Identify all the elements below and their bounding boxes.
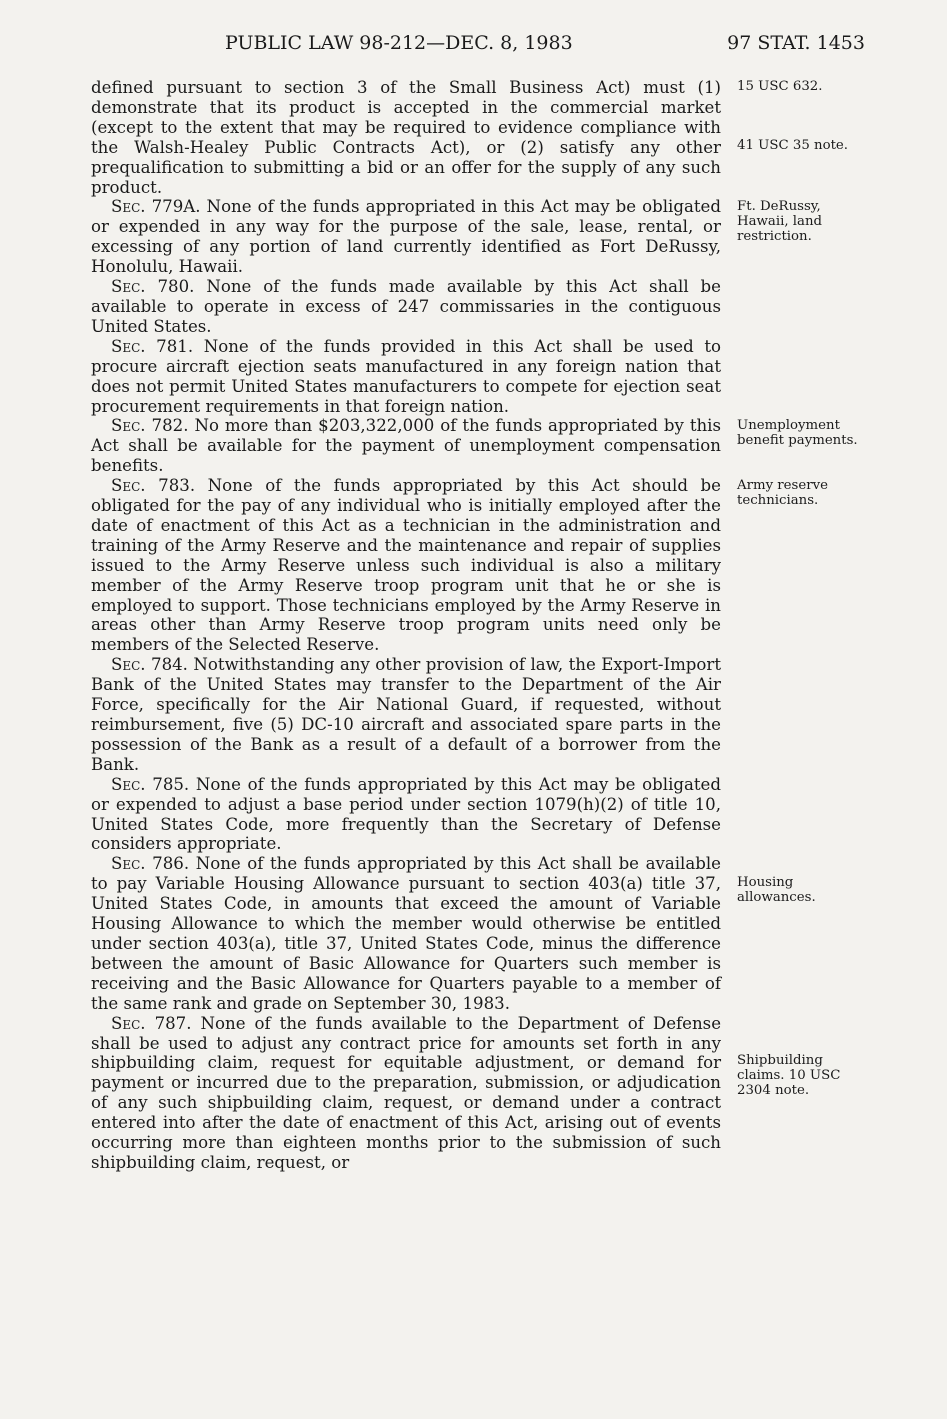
section-text: None of the funds available to the Department of Defense shall be used to adjust any contract price for amounts set forth in any shipbuilding claim, request for equitable adjustment, or demand for payment or incurred due to the preparation, submission, or adjudication of any such shipbuilding claim, request, or demand under a contract entered into after the date of enactment of this Act, arising out of events occurring more than eighteen months prior to the submission of such shipbuilding claim, request, or xyxy=(91,1013,722,1172)
section-text: No more than $203,322,000 of the funds appropriated by this Act shall be available for the payment of unemployment compensation benefits. xyxy=(91,416,722,476)
section-number: Sec. 779A. xyxy=(111,197,201,217)
section-number: Sec. 786. xyxy=(111,854,190,874)
section-783 xyxy=(91,476,721,655)
page-header xyxy=(0,32,947,56)
section-780 xyxy=(91,277,721,337)
section-781 xyxy=(91,337,721,417)
section-text: None of the funds appropriated by this Act should be obligated for the pay of any individual who is initially employed after the date of enactment of this Act as a technician in the administration and training of the Army Reserve and the maintenance and repair of supplies issued to the Army Reserve unless such individual is also a military member of the Army Reserve troop program unit that he or she is employed to support. Those technicians employed by the Army Reserve in areas other than Army Reserve troop program units need only be members of the Selected Reserve. xyxy=(91,476,721,655)
margin-note-shipbuilding: Shipbuilding claims. 10 USC 2304 note. xyxy=(737,1053,841,1098)
margin-note-unemployment: Unemployment benefit payments. xyxy=(737,418,858,448)
section-787 xyxy=(91,1014,721,1173)
margin-note-army-reserve: Army reserve technicians. xyxy=(737,478,828,508)
paragraph-text: defined pursuant to section 3 of the Small Business Act) must (1) demonstrate that its product is accepted in the commercial market (except to the extent that may be required to evidence compliance with the Walsh-Healey Public Contracts Act), or (2) satisfy any other prequalification to submitting a bid or an offer for the supply of any such product. xyxy=(91,78,721,197)
section-number: Sec. 787. xyxy=(111,1013,192,1033)
stat-page-number: 97 STAT. 1453 xyxy=(727,32,865,54)
section-number: Sec. 780. xyxy=(111,277,195,297)
section-782 xyxy=(91,416,721,476)
section-786 xyxy=(91,854,721,1013)
section-number: Sec. 785. xyxy=(111,774,190,794)
law-text xyxy=(91,78,721,1173)
running-title: PUBLIC LAW 98-212—DEC. 8, 1983 xyxy=(225,32,573,54)
section-number: Sec. 784. xyxy=(111,655,188,675)
section-784 xyxy=(91,655,721,774)
section-text: None of the funds appropriated by this Act may be obligated or expended to adjust a base period under section 1079(h)(2) of title 10, United States Code, more frequently than the Secretary of Defense considers appropriate. xyxy=(91,774,721,854)
margin-note-housing: Housing allowances. xyxy=(737,875,816,905)
section-number: Sec. 782. xyxy=(111,416,189,436)
margin-note-ft-derussy: Ft. DeRussy, Hawaii, land restriction. xyxy=(737,199,823,244)
section-text: Notwithstanding any other provision of law, the Export-Import Bank of the United States may transfer to the Department of the Air Force, specifically for the Air National Guard, if requested, without reimbursement, five (5) DC-10 aircraft and associated spare parts in the possession of the Bank as a result of a default of a borrower from the Bank. xyxy=(91,655,722,774)
paragraph-continuation xyxy=(91,78,721,197)
margin-note-citation: 41 USC 35 note. xyxy=(737,138,849,153)
section-text: None of the funds made available by this Act shall be available to operate in excess of 247 commissaries in the contiguous United States. xyxy=(91,277,722,336)
section-number: Sec. 781. xyxy=(111,336,194,356)
section-text: None of the funds appropriated in this Act may be obligated or expended in any way for the purpose of the sale, lease, rental, or excessing of any portion of land currently identified as Fort DeRussy, Honolulu, Hawaii. xyxy=(91,197,721,277)
section-785 xyxy=(91,775,721,855)
margin-note-citation: 15 USC 632. xyxy=(737,79,823,94)
section-779a xyxy=(91,197,721,277)
section-text: None of the funds appropriated by this Act shall be available to pay Variable Housing Allowance pursuant to section 403(a) title 37, United States Code, in amounts that exceed the amount of Variable Housing Allowance to which the member would otherwise be entitled under section 403(a), title 37, United States Code, minus the difference between the amount of Basic Allowance for Quarters such member is receiving and the Basic Allowance for Quarters payable to a member of the same rank and grade on September 30, 1983. xyxy=(91,854,721,1013)
section-text: None of the funds provided in this Act shall be used to procure aircraft ejection seats manufactured in any foreign nation that does not permit United States manufacturers to compete for ejection seat procurement requirements in that foreign nation. xyxy=(91,336,721,416)
section-number: Sec. 783. xyxy=(111,476,196,496)
